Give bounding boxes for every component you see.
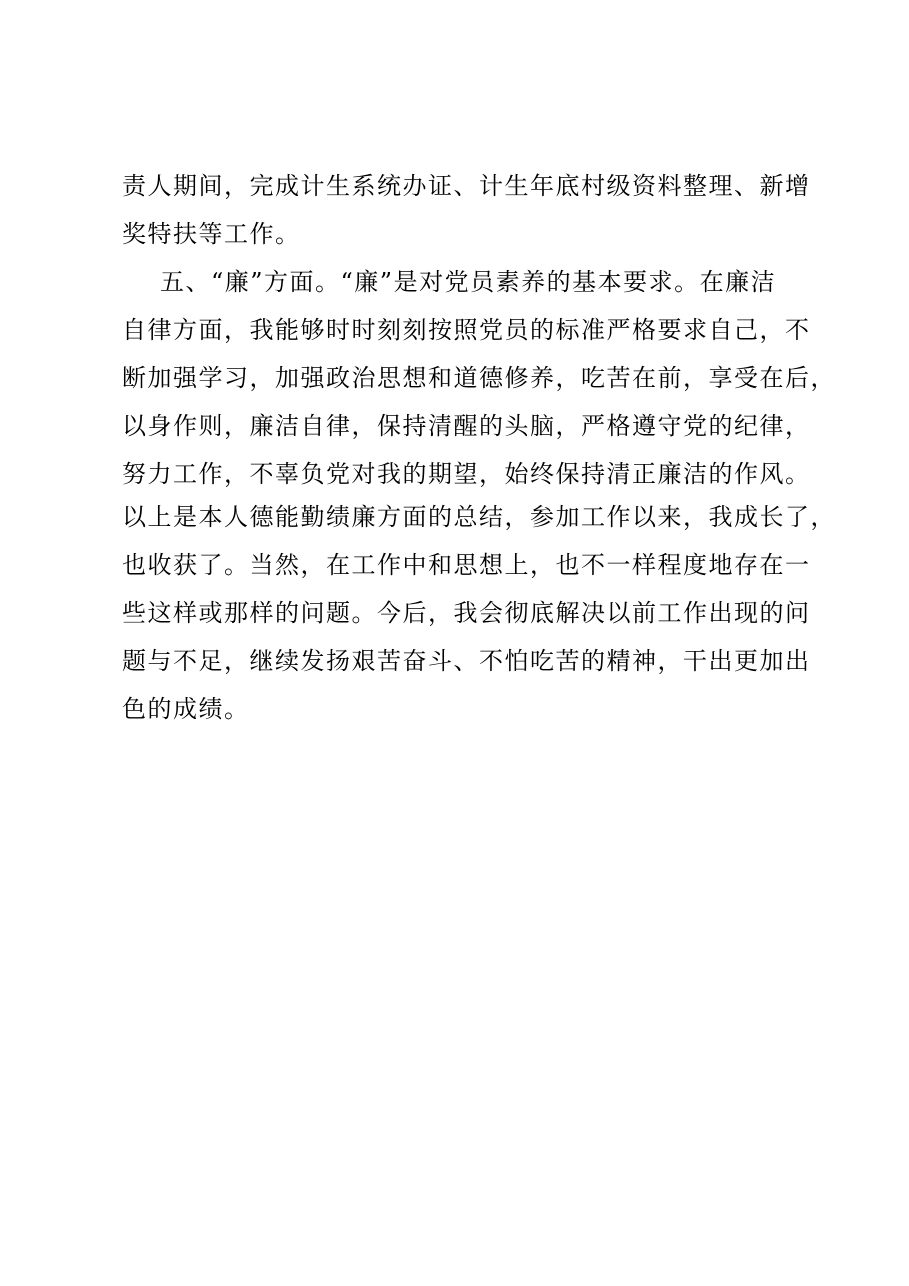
text-line-11: 题与不足，继续发扬艰苦奋斗、不怕吃苦的精神，干出更加出 bbox=[122, 647, 811, 675]
text-line-7: 努力工作，不辜负党对我的期望，始终保持清正廉洁的作风。 bbox=[122, 460, 811, 488]
text-line-6: 以身作则，廉洁自律，保持清醒的头脑，严格遵守党的纪律， bbox=[122, 412, 811, 440]
text-line-2: 奖特扶等工作。 bbox=[122, 220, 301, 248]
text-line-9: 也收获了。当然，在工作中和思想上，也不一样程度地存在一 bbox=[122, 551, 811, 579]
text-line-5: 断加强学习，加强政治思想和道德修养，吃苦在前，享受在后， bbox=[122, 364, 836, 392]
text-line-8: 以上是本人德能勤绩廉方面的总结，参加工作以来，我成长了， bbox=[122, 503, 836, 531]
text-line-4: 自律方面，我能够时时刻刻按照党员的标准严格要求自己，不 bbox=[122, 316, 811, 344]
document-body bbox=[122, 162, 836, 733]
text-line-1: 责人期间，完成计生系统办证、计生年底村级资料整理、新增 bbox=[122, 172, 811, 200]
text-line-3: 五、“廉”方面。“廉”是对党员素养的基本要求。在廉洁 bbox=[160, 268, 777, 296]
text-line-12: 色的成绩。 bbox=[122, 695, 250, 723]
text-line-10: 些这样或那样的问题。今后，我会彻底解决以前工作出现的问 bbox=[122, 599, 811, 627]
